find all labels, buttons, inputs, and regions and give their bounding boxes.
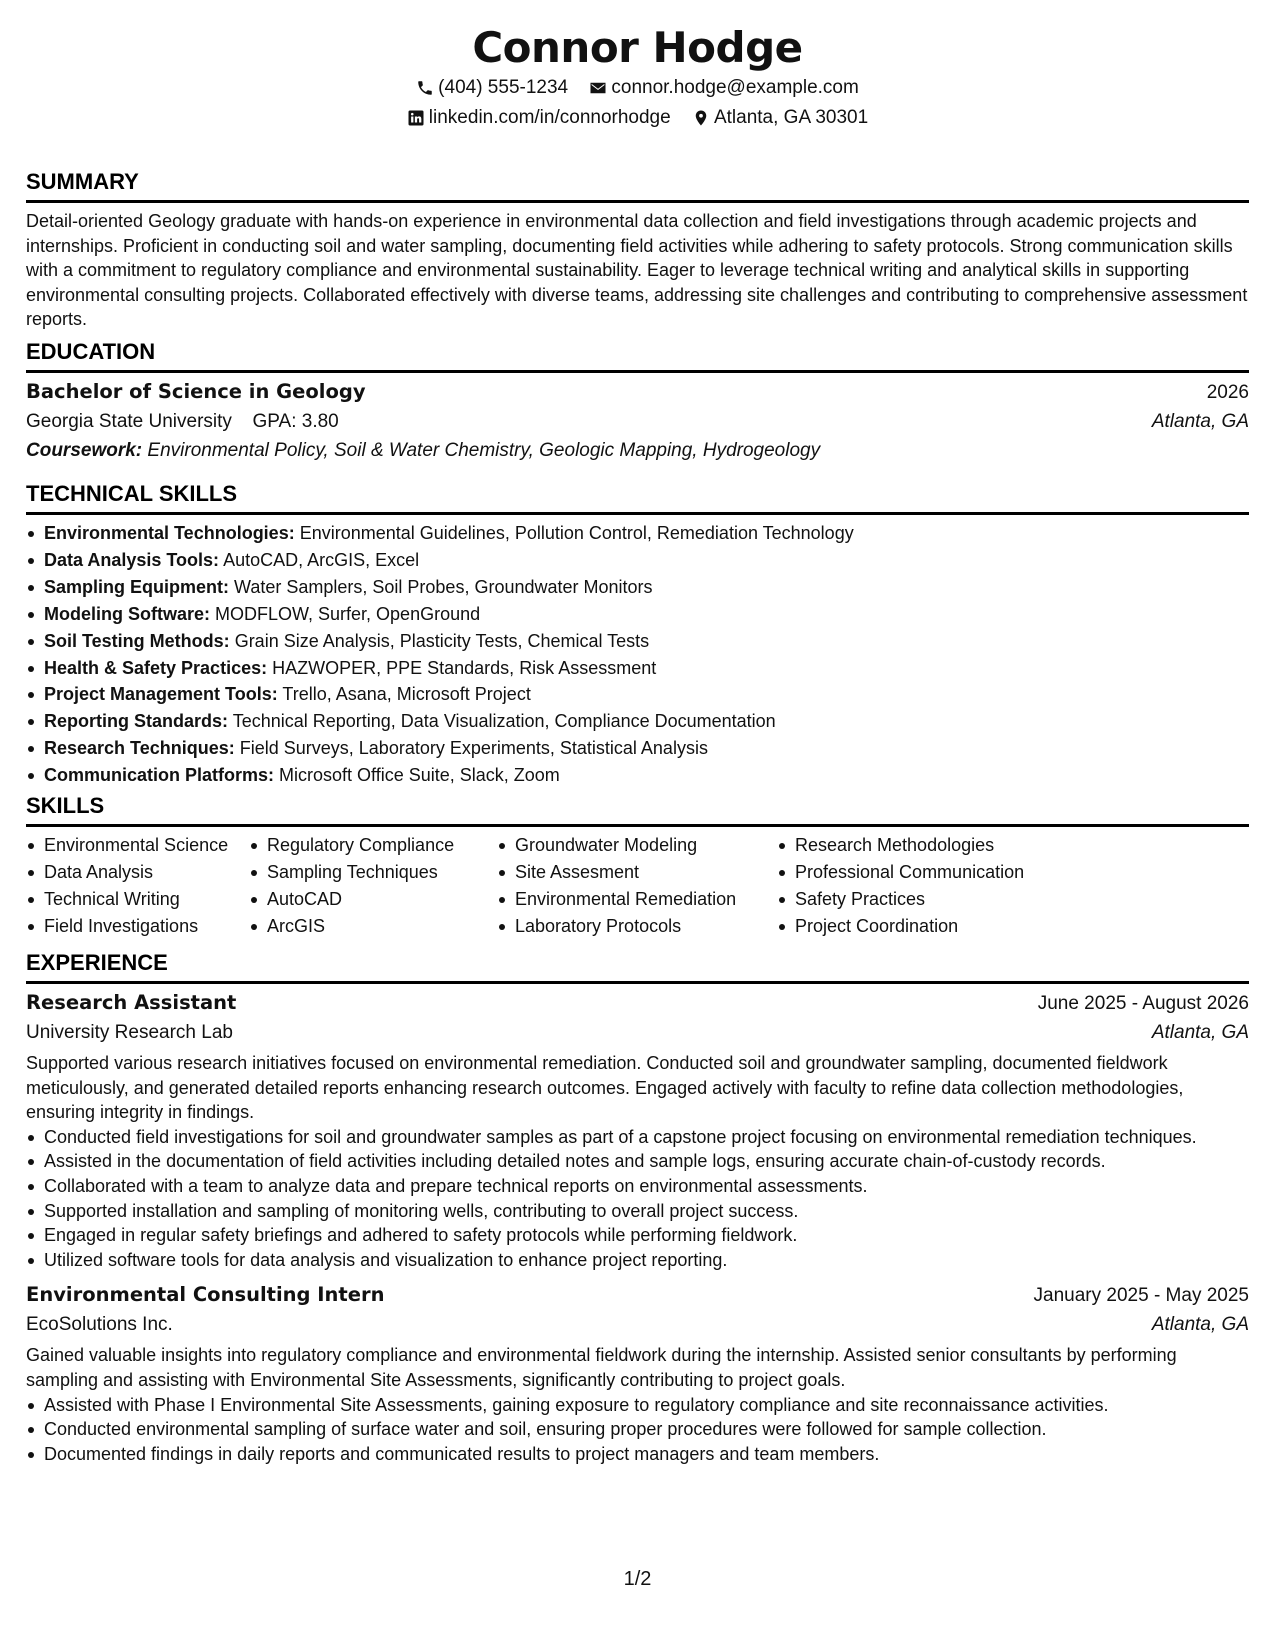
coursework-label: Coursework: (26, 440, 143, 461)
location-text: Atlanta, GA 30301 (713, 107, 869, 128)
technical-skill-label: Communication Platforms: (44, 765, 275, 786)
technical-skill-value: Technical Reporting, Data Visualization, Compliance Documentation (232, 711, 776, 732)
skill-item: Environmental Science (44, 832, 249, 859)
school-name: Georgia State University (26, 411, 232, 432)
technical-skill-label: Project Management Tools: (44, 684, 278, 705)
phone-icon (416, 79, 434, 97)
technical-skill-value: Microsoft Office Suite, Slack, Zoom (279, 765, 560, 786)
job-location: Atlanta, GA (1151, 1022, 1249, 1043)
technical-skill-label: Soil Testing Methods: (44, 630, 230, 651)
technical-skill-item (44, 520, 1249, 547)
skill-item: Project Coordination (795, 913, 1055, 940)
job-bullet: Collaborated with a team to analyze data and prepare technical reports on environmental assessments. (44, 1174, 1249, 1199)
job-organization: EcoSolutions Inc. (26, 1314, 173, 1336)
job-research-assistant (26, 988, 1249, 1272)
technical-skill-value: HAZWOPER, PPE Standards, Risk Assessment (272, 657, 657, 678)
envelope-icon (589, 79, 607, 97)
skills-column (249, 832, 497, 940)
skill-item: Sampling Techniques (267, 859, 497, 886)
email-text[interactable]: connor.hodge@example.com (611, 77, 859, 98)
skills-column (26, 832, 249, 940)
technical-skill-item (44, 628, 1249, 655)
experience-heading: EXPERIENCE (26, 949, 1249, 984)
job-dates: June 2025 - August 2026 (1037, 993, 1249, 1014)
job-bullets (26, 1125, 1249, 1273)
job-organization: University Research Lab (26, 1022, 233, 1043)
job-bullet: Assisted in the documentation of field activities including detailed notes and sample logs, ensuring accurate chain-of-custody records. (44, 1149, 1249, 1174)
job-dates: January 2025 - May 2025 (1033, 1285, 1249, 1307)
education-school-row (26, 407, 1249, 436)
candidate-name: Connor Hodge (472, 23, 803, 72)
job-title-row (26, 1280, 1249, 1310)
skill-item: Laboratory Protocols (515, 913, 777, 940)
education-section (26, 338, 1249, 465)
school-location: Atlanta, GA (1151, 411, 1249, 432)
job-title-row (26, 988, 1249, 1018)
skill-item: Professional Communication (795, 859, 1055, 886)
technical-skill-item (44, 655, 1249, 682)
skill-item: Research Methodologies (795, 832, 1055, 859)
skill-item: ArcGIS (267, 913, 497, 940)
job-summary: Gained valuable insights into regulatory compliance and environmental fieldwork during the internship. Assisted senior consultants by performing sampling and assisting with Environmental Site Assessments, significantly contributing to project goals. (26, 1345, 1177, 1390)
email-contact[interactable] (589, 75, 858, 101)
summary-heading: SUMMARY (26, 168, 1249, 203)
skill-item: Site Assesment (515, 859, 777, 886)
technical-skill-label: Research Techniques: (44, 738, 235, 759)
contact-row-2 (0, 105, 1275, 135)
technical-skill-value: Grain Size Analysis, Plasticity Tests, Chemical Tests (234, 630, 650, 651)
job-bullet: Conducted field investigations for soil and groundwater samples as part of a capstone project focusing on environmental remediation techniques. (44, 1125, 1249, 1150)
technical-skill-value: MODFLOW, Surfer, OpenGround (215, 603, 481, 624)
map-pin-icon (692, 109, 710, 127)
technical-skill-value: AutoCAD, ArcGIS, Excel (223, 549, 420, 570)
phone-contact (416, 75, 568, 101)
summary-text: Detail-oriented Geology graduate with hands-on experience in environmental data collection and field investigations through academic projects and internships. Proficient in conducting soil and water sampling, documenting field activities while adhering to safety protocols. Strong communication skills with a commitment to regulatory compliance and environmental sustainability. Eager to leverage technical writing and analytical skills in supporting environmental consulting projects. Collaborated effectively with diverse teams, addressing site challenges and contributing to comprehensive assessment reports. (26, 211, 1248, 330)
skills-column (497, 832, 777, 940)
skill-item: Safety Practices (795, 886, 1055, 913)
coursework-list: Environmental Policy, Soil & Water Chemistry, Geologic Mapping, Hydrogeology (147, 440, 821, 461)
technical-skill-value: Field Surveys, Laboratory Experiments, Statistical Analysis (239, 738, 708, 759)
skill-item: Groundwater Modeling (515, 832, 777, 859)
technical-skill-value: Environmental Guidelines, Pollution Control, Remediation Technology (299, 523, 854, 543)
job-bullet: Documented findings in daily reports and communicated results to project managers and team members. (44, 1442, 1249, 1467)
skill-item: AutoCAD (267, 886, 497, 913)
experience-section (26, 949, 1249, 1466)
technical-skill-item (44, 601, 1249, 628)
technical-skill-label: Health & Safety Practices: (44, 657, 268, 678)
technical-skill-item (44, 735, 1249, 762)
degree-title: Bachelor of Science in Geology (26, 380, 366, 403)
technical-skill-value: Water Samplers, Soil Probes, Groundwater Monitors (234, 576, 653, 597)
technical-skill-item (44, 574, 1249, 601)
technical-skill-item (44, 762, 1249, 789)
technical-skill-label: Environmental Technologies: (44, 523, 295, 543)
graduation-year: 2026 (1206, 382, 1249, 403)
job-bullet: Conducted environmental sampling of surface water and soil, ensuring proper procedures were followed for sample collection. (44, 1417, 1249, 1442)
page-number: 1/2 (623, 1568, 652, 1590)
skill-item: Environmental Remediation (515, 886, 777, 913)
skill-item: Data Analysis (44, 859, 249, 886)
technical-skills-section (26, 480, 1249, 789)
education-degree-row (26, 377, 1249, 407)
job-bullet: Assisted with Phase I Environmental Site Assessments, gaining exposure to regulatory compliance and site reconnaissance activities. (44, 1393, 1249, 1418)
job-bullet: Supported installation and sampling of monitoring wells, contributing to overall project success. (44, 1199, 1249, 1224)
technical-skill-label: Reporting Standards: (44, 711, 229, 732)
job-location: Atlanta, GA (1151, 1314, 1249, 1336)
technical-skill-item (44, 681, 1249, 708)
technical-skills-heading: TECHNICAL SKILLS (26, 480, 1249, 515)
job-bullet: Utilized software tools for data analysis and visualization to enhance project reporting. (44, 1248, 1249, 1273)
coursework-line (26, 436, 1249, 465)
job-org-row (26, 1018, 1249, 1047)
contact-row-1 (0, 75, 1275, 105)
technical-skill-item (44, 547, 1249, 574)
location-contact (692, 105, 868, 131)
linkedin-contact[interactable] (407, 105, 671, 131)
skills-heading: SKILLS (26, 792, 1249, 827)
school-info (26, 407, 339, 436)
skills-column (777, 832, 1055, 940)
technical-skills-list (26, 520, 1249, 789)
job-environmental-consulting-intern (26, 1280, 1249, 1466)
skill-item: Regulatory Compliance (267, 832, 497, 859)
phone-text: (404) 555-1234 (438, 77, 569, 98)
skill-item: Field Investigations (44, 913, 249, 940)
linkedin-icon (407, 109, 425, 127)
job-title: Environmental Consulting Intern (26, 1283, 385, 1307)
skill-item: Technical Writing (44, 886, 249, 913)
job-bullet: Engaged in regular safety briefings and adhered to safety protocols while performing fieldwork. (44, 1223, 1249, 1248)
summary-section (26, 168, 1249, 332)
skills-section (26, 792, 1249, 940)
education-heading: EDUCATION (26, 338, 1249, 373)
technical-skill-item (44, 708, 1249, 735)
technical-skill-label: Data Analysis Tools: (44, 549, 220, 570)
job-title: Research Assistant (26, 991, 237, 1014)
technical-skill-label: Modeling Software: (44, 603, 210, 624)
job-org-row (26, 1310, 1249, 1339)
linkedin-text[interactable]: linkedin.com/in/connorhodge (428, 107, 671, 128)
gpa: GPA: 3.80 (252, 411, 339, 432)
job-bullets (26, 1393, 1249, 1467)
technical-skill-value: Trello, Asana, Microsoft Project (282, 684, 531, 705)
job-summary: Supported various research initiatives focused on environmental remediation. Conducted soil and groundwater sampling, documented fieldwork meticulously, and generated detailed reports enhancing research outcomes. Engaged actively with faculty to refine data collection methodologies, ensuring integrity in findings. (26, 1053, 1184, 1123)
skills-grid (26, 832, 1249, 940)
technical-skill-label: Sampling Equipment: (44, 576, 230, 597)
